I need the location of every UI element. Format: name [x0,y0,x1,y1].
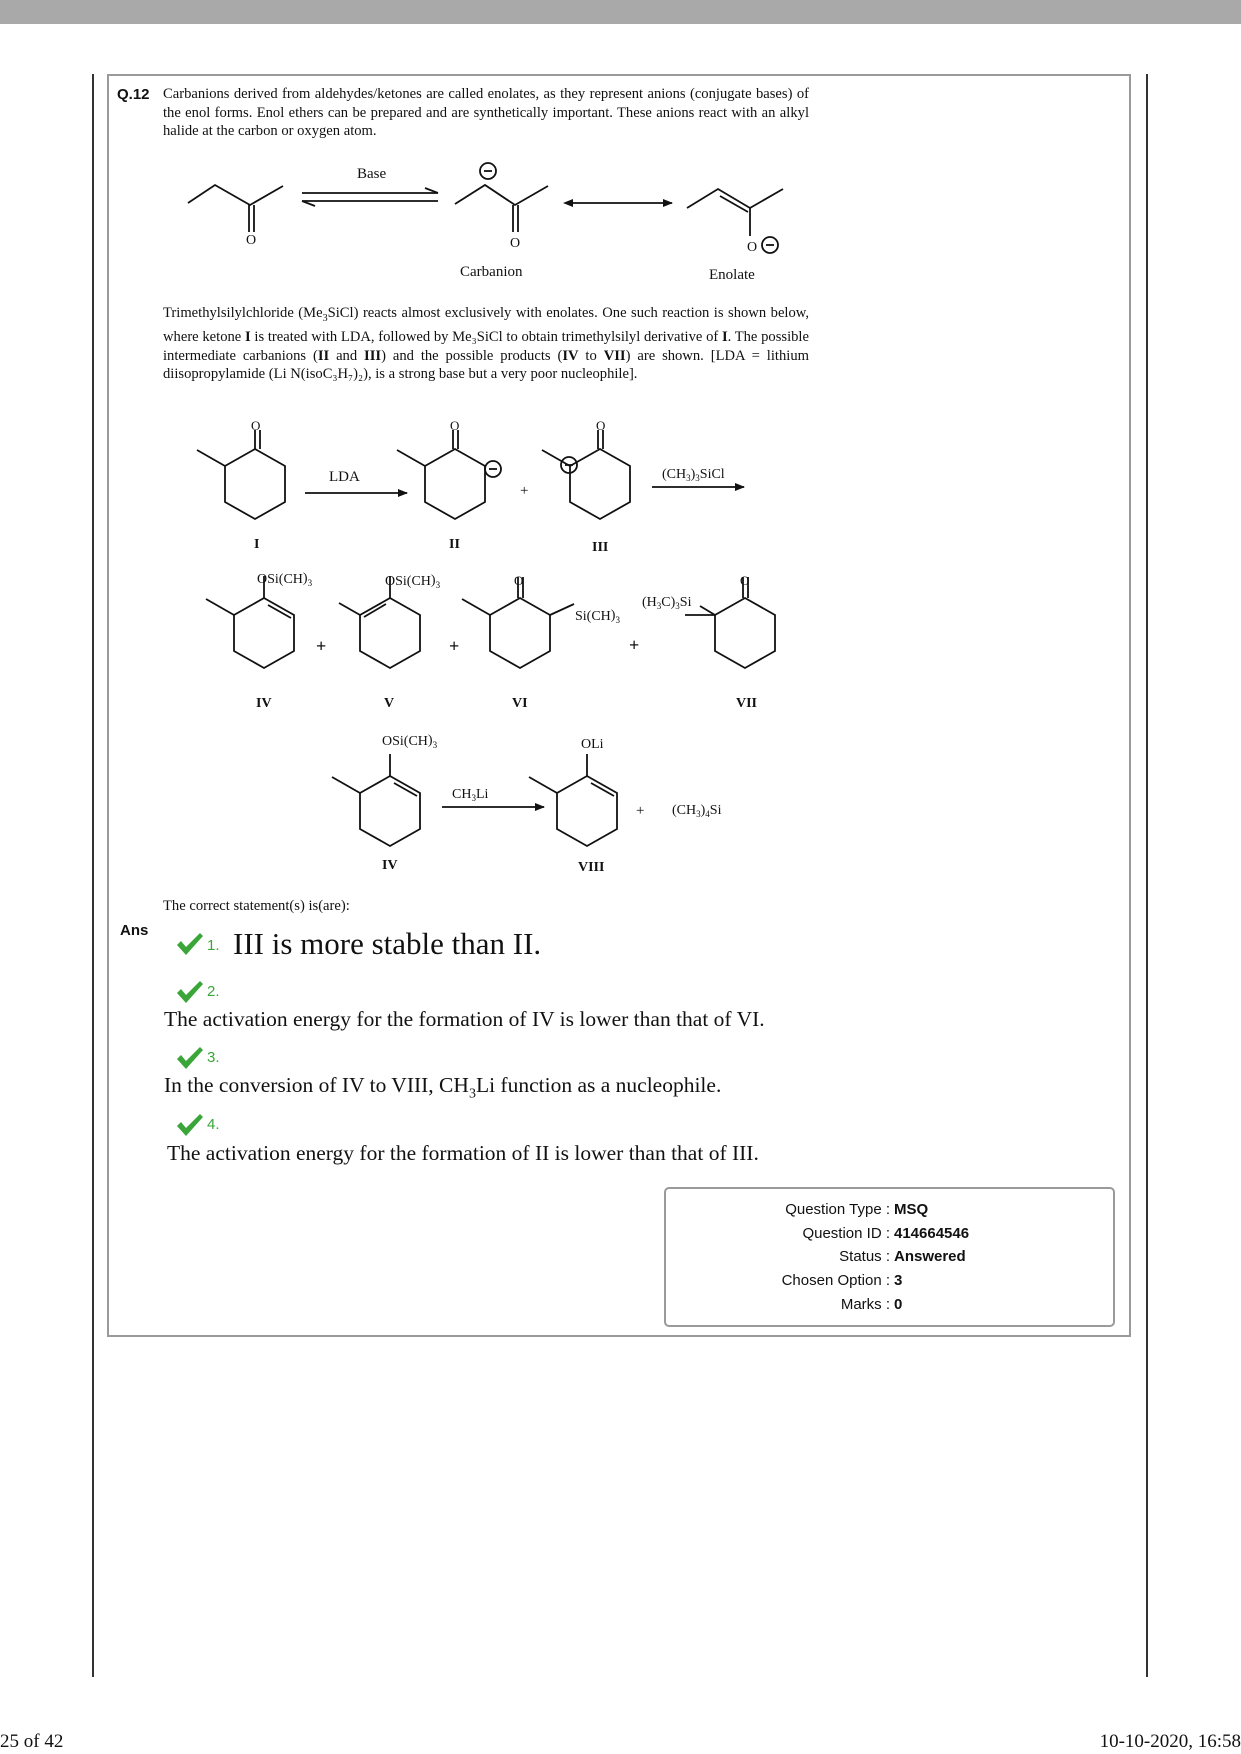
label-IV: IV [256,696,272,711]
label-VI: VI [512,696,528,711]
option-number: 4. [207,1116,220,1133]
carbanion-structure [455,185,548,205]
tetramethylsilane-label: $(CH_3)_4Si$ [672,803,722,819]
enolate-label: Enolate [709,267,755,283]
reactant-IV-structure [360,776,420,846]
label-IV: IV [382,858,398,873]
option-number: 1. [207,937,220,954]
option-number: 3. [207,1049,220,1066]
product-V-structure [360,598,420,668]
plus-sign: + [636,803,645,819]
question-intro: Carbanions derived from aldehydes/ketones are called enolates, as they represent anions (conjugate bases) of the enol forms. Enol ethers can be prepared and are synthetically important. These anions react with an alkyl halide at the carbon or oxygen atom. [163,86,809,139]
butanone-structure [188,185,283,205]
label-V: V [384,696,395,711]
carbanion-III-structure [570,449,630,519]
question-number: Q.12 [117,86,150,103]
answer-label: Ans [120,922,149,939]
si-label: $Si(CH)_3$ [575,608,620,625]
carbanion-label: Carbanion [460,264,523,280]
oxygen-label: O [740,573,750,588]
osi-label: $OSi(CH)_3$ [385,573,441,590]
label-II: II [449,537,460,552]
base-label: Base [357,166,387,182]
check-icon [176,1045,204,1071]
label-I: I [254,537,260,552]
oxygen-label: O [246,233,257,248]
hsi-label: $(H_3C)_3Si$ [642,595,692,611]
plus-sign: + [629,635,640,655]
check-icon [176,1112,204,1138]
osi-label: $OSi(CH)_3$ [382,733,438,750]
product-VII-structure [715,598,775,668]
option-number: 2. [207,983,220,1000]
option-3-text: In the conversion of IV to VIII, $CH_3Li$ function as a nucleophile. [164,1073,722,1102]
lda-label: LDA [329,469,360,485]
option-2-text: The activation energy for the formation of IV is lower than that of VI. [164,1007,765,1031]
product-VIII-structure [557,776,617,846]
plus-sign: + [449,636,460,656]
plus-sign: + [520,483,529,499]
oxygen-label: O [514,573,524,588]
label-III: III [592,540,609,555]
oli-label: OLi [581,737,604,752]
osi-label: $OSi(CH)_3$ [257,571,313,588]
check-icon [176,931,204,957]
oxygen-label: O [450,418,460,433]
ketone-I-structure [225,449,285,519]
question-meta-box: Question Type : MSQ Question ID : 414664546 Status : Answered Chosen Option : 3 Marks : 0 [664,1187,1115,1327]
question-para2: Trimethylsilylchloride $(Me_3SiCl)$ reacts almost exclusively with enolates. One such reaction is shown below, where ketone I is treated with LDA, followed by Me₃SiCl to obtain trimethylsilyl derivative of I. The possible intermediate carbanions (II and III) and the possible products (IV to VII) are shown. [LDA = lithium diisopropylamide (Li N(isoC₃H₇)₂), is a strong base but a very poor nucleophile]. [163,305,810,383]
page-number: 25 of 42 [0,1731,64,1752]
correct-statement-prompt: The correct statement(s) is(are): [163,898,350,914]
oxygen-label: O [251,418,261,433]
plus-sign: + [316,636,327,656]
tmscl-label: $(CH_3)_3SiCl$ [662,467,725,483]
oxygen-label: O [747,240,758,255]
oxygen-label: O [596,418,606,433]
label-VIII: VIII [578,860,605,875]
ch3li-label: $CH_3Li$ [452,787,489,803]
product-IV-structure [234,598,294,668]
option-1-text: III is more stable than II. [233,926,542,961]
oxygen-label: O [510,236,521,251]
check-icon [176,979,204,1005]
carbanion-II-structure [425,449,485,519]
product-VI-structure [490,598,550,668]
print-datetime: 10-10-2020, 16:58 [1099,1731,1241,1752]
option-4-text: The activation energy for the formation of II is lower than that of III. [167,1141,759,1165]
label-VII: VII [736,696,758,711]
